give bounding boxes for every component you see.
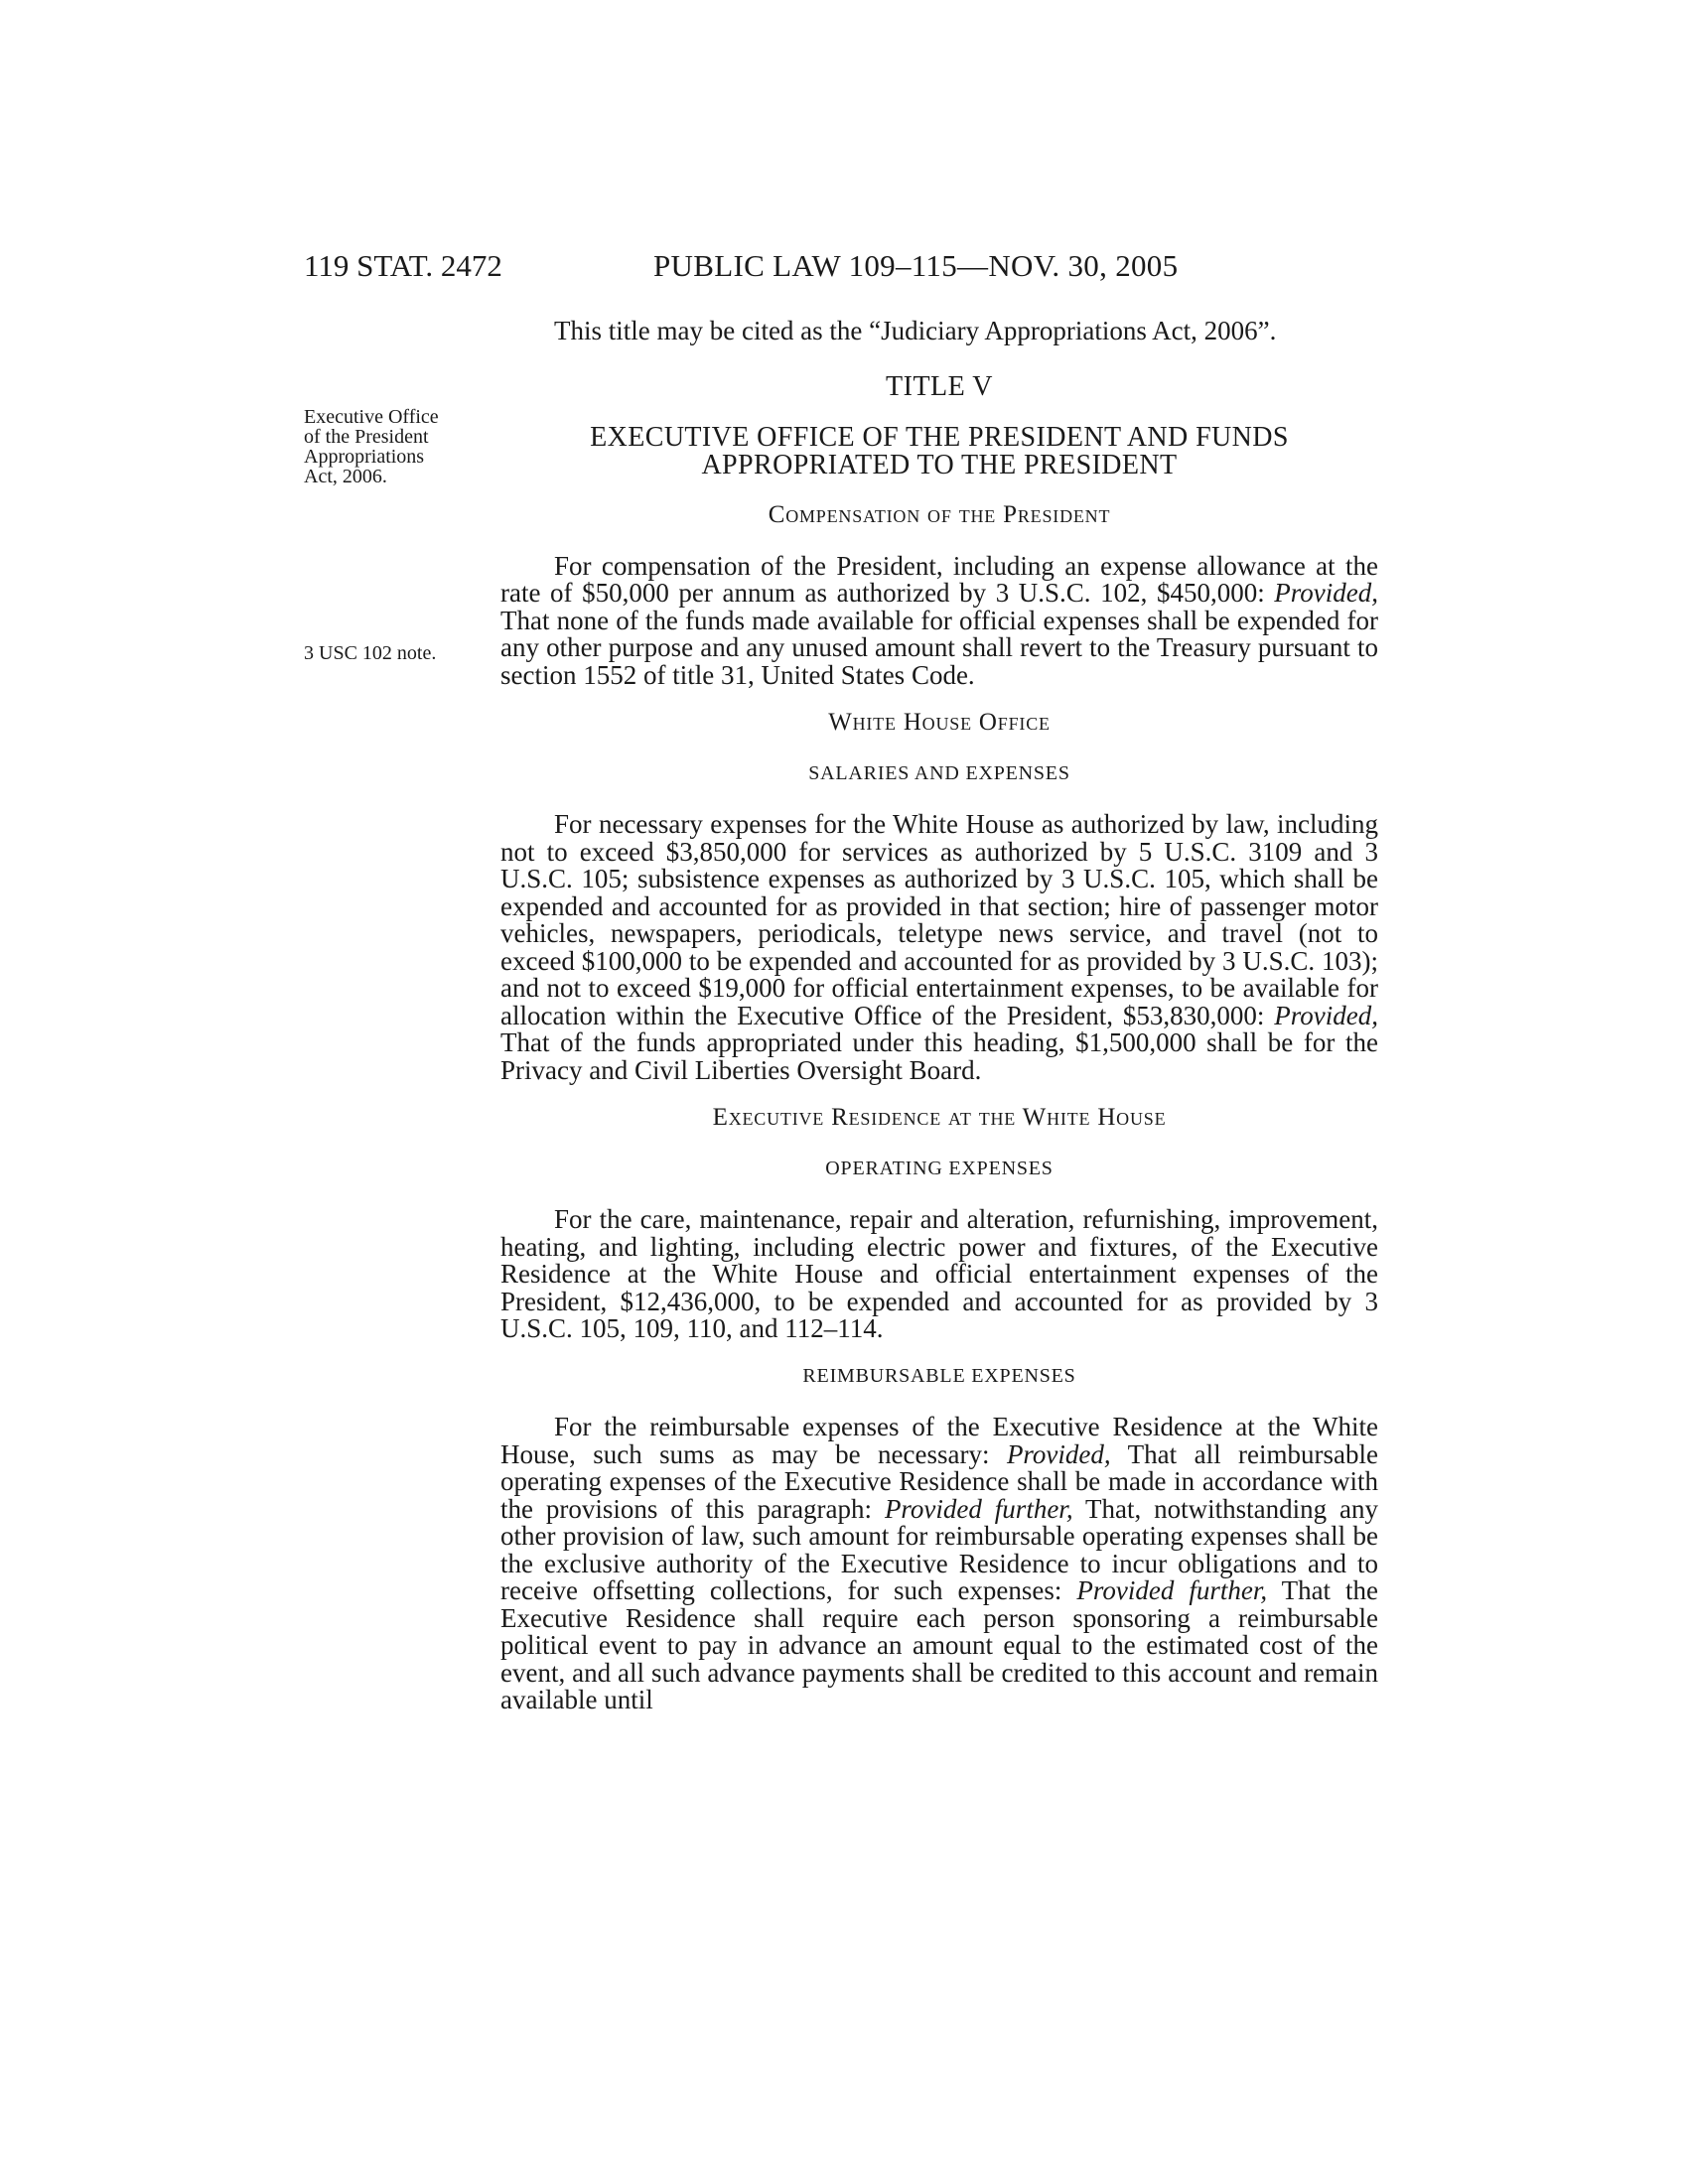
italic-proviso: Provided, (1274, 578, 1378, 608)
executive-residence-heading: Executive Residence at the White House (712, 1104, 1167, 1131)
margin-note-line: Appropriations (304, 446, 425, 468)
citation-paragraph: This title may be cited as the “Judiciary Appropriations Act, 2006”. (554, 316, 1277, 345)
italic-proviso: Provided further, (884, 1493, 1073, 1524)
page-header (304, 248, 1221, 288)
text-run: For necessary expenses for the White House as authorized by law, including not to exceed $3,850,000 for services as authorized by 5 U.S.C. 3109 and 3 U.S.C. 105; subsistence expenses as authorized by 3 U.S.C. 105, which shall be expended and accounted for as provided in that section; hire of passenger motor vehicles, newspapers, periodicals, teletype news service, and travel (not to exceed $100,000 to be expended and accounted for as provided by 3 U.S.C. 103); and not to exceed $19,000 for official entertainment expenses, to be available for allocation within the Executive Office of the President, $53,830,000: (500, 809, 1378, 1030)
text-run: For the reimbursable expenses of the Executive Residence at the White House, such sums as may be necessary: (500, 1412, 1378, 1469)
compensation-paragraph (500, 550, 1378, 690)
reimbursable-expenses-subheading: REIMBURSABLE EXPENSES (802, 1364, 1076, 1387)
salaries-expenses-subheading: SALARIES AND EXPENSES (808, 761, 1070, 784)
margin-note-line: Executive Office (304, 406, 439, 428)
text-run: That of the funds appropriated under this heading, $1,500,000 shall be for the Privacy and Civil Liberties Oversight Board. (500, 1027, 1378, 1085)
margin-note-title-v (304, 407, 463, 486)
operating-expenses-paragraph: For the care, maintenance, repair and alteration, refurnishing, improvement, heating, and lighting, including electric power and fixtures, of the Executive Residence at the White House and official entertainment expenses of the President, $12,436,000, to be expended and accounted for as provided by 3 U.S.C. 105, 109, 110, and 112–114. (500, 1204, 1378, 1343)
title-label: TITLE V (886, 370, 993, 402)
text-run: That, notwithstanding any other provision of law, such amount for reimbursable operating expenses shall be the exclusive authority of the Executive Residence to incur obligations and to receive offsetting collections, for such expenses: (500, 1493, 1378, 1605)
law-title: PUBLIC LAW 109–115—NOV. 30, 2005 (653, 248, 1179, 283)
text-run: That the Executive Residence shall require each person sponsoring a reimbursable political event to pay in advance an amount equal to the estimated cost of the event, and all such advance payments shall be credited to this account and remain available until (500, 1575, 1379, 1714)
white-house-office-heading: White House Office (828, 709, 1051, 736)
body-column (500, 318, 1378, 1734)
text-run: That all reimbursable operating expenses of the Executive Residence shall be made in accordance with the provisions of this paragraph: (500, 1438, 1378, 1524)
margin-note-line: Act, 2006. (304, 466, 387, 487)
title-heading-line2: APPROPRIATED TO THE PRESIDENT (701, 450, 1178, 480)
italic-proviso: Provided further, (1076, 1575, 1268, 1605)
italic-proviso: Provided, (1006, 1438, 1111, 1469)
text-run: That none of the funds made available for official expenses shall be expended for any other purpose and any unused amount shall revert to the Treasury pursuant to section 1552 of title 31, United States Code. (500, 605, 1378, 690)
compensation-heading: Compensation of the President (768, 501, 1111, 528)
text-run: For compensation of the President, including an expense allowance at the rate of $50,000 per annum as authorized by 3 U.S.C. 102, $450,000: (500, 550, 1378, 608)
page-reference: 119 STAT. 2472 (304, 248, 502, 283)
operating-expenses-subheading: OPERATING EXPENSES (825, 1157, 1054, 1179)
title-heading (500, 424, 1378, 479)
italic-proviso: Provided, (1274, 1000, 1378, 1030)
white-house-office-paragraph (500, 811, 1378, 1084)
margin-note-line: of the President (304, 426, 429, 448)
reimbursable-expenses-paragraph (500, 1414, 1378, 1714)
margin-note-compensation: 3 USC 102 note. (304, 642, 437, 664)
title-heading-line1: EXECUTIVE OFFICE OF THE PRESIDENT AND FUNDS (590, 422, 1289, 453)
